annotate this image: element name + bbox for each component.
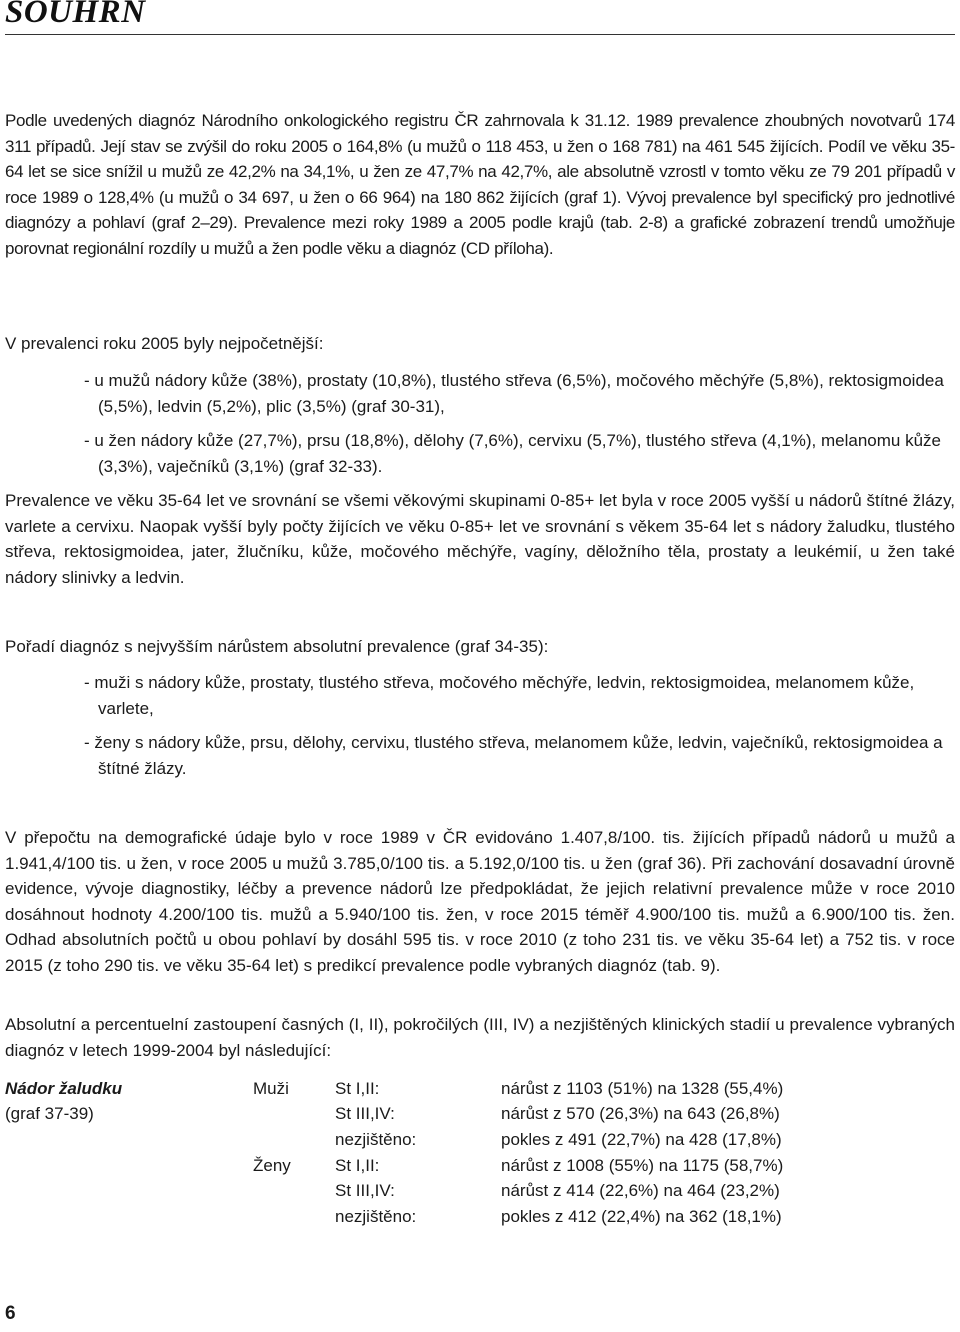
stomach-diagnosis-name	[5, 1076, 122, 1102]
list-item: - u mužů nádory kůže (38%), prostaty (10,8%), tlustého střeva (6,5%), močového měchýře (5,8%), rektosigmoidea (5,5%), ledvin (5,2%), plic (3,5%) (graf 30-31),	[84, 371, 944, 416]
stage-change: nárůst z 1008 (55%) na 1175 (58,7%)	[501, 1156, 784, 1175]
growth-heading: Pořadí diagnóz s nejvyšším nárůstem absolutní prevalence (graf 34-35):	[5, 637, 549, 656]
stage-label: St III,IV:	[335, 1181, 395, 1200]
stage-change: nárůst z 414 (22,6%) na 464 (23,2%)	[501, 1181, 780, 1200]
graph-reference: (graf 37-39)	[5, 1104, 94, 1123]
demographic-paragraph: V přepočtu na demografické údaje bylo v roce 1989 v ČR evidováno 1.407,8/100. tis. žijících případů nádorů u mužů a 1.941,4/100 tis. u žen, v roce 2005 u mužů 3.785,0/100 tis. a 5.192,0/100 tis. u žen (graf 36). Při zachování dosavadní úrovně evidence, vývoje diagnostiky, léčby a prevence nádorů lze předpokládat, že jejich relativní prevalence může v roce 2010 dosáhnout hodnoty 4.200/100 tis. mužů a 5.940/100 tis. žen, v roce 2015 téměř 4.900/100 tis. mužů a 6.900/100 tis. žen. Odhad absolutních počtů u obou pohlaví by dosáhl 595 tis. v roce 2010 (z toho 231 tis. ve věku 35-64 let) a 752 tis. v roce 2015 (z toho 290 tis. ve věku 35-64 let) s predikcí prevalence podle vybraných diagnóz (tab. 9).	[5, 828, 955, 975]
intro-paragraph: Podle uvedených diagnóz Národního onkologického registru ČR zahrnovala k 31.12. 1989 prevalence zhoubných novotvarů 174 311 případů. Její stav se zvýšil do roku 2005 o 164,8% (u mužů o 118 453, u žen o 168 781) na 461 545 žijících. Podíl ve věku 35-64 let se sice snížil u mužů ze 42,2% na 34,1%, u žen ze 47,7% na 42,7%, ale absolutně vzrostl v tomto věku ze 79 201 případů v roce 1989 o 128,4% (u mužů o 34 697, u žen o 66 964) na 180 862 žijících (graf 1). Vývoj prevalence byl specifický pro jednotlivé diagnózy a pohlaví (graf 2–29). Prevalence mezi roky 1989 a 2005 podle krajů (tab. 2-8) a grafické zobrazení trendů umožňuje porovnat regionální rozdíly u mužů a žen podle věku a diagnóz (CD příloha).	[5, 111, 955, 258]
page-title: SOUHRN	[5, 0, 146, 30]
prevalence-2005-heading-block	[5, 331, 955, 357]
stage-change: nárůst z 570 (26,3%) na 643 (26,8%)	[501, 1104, 780, 1123]
stage-change: nárůst z 1103 (51%) na 1328 (55,4%)	[501, 1079, 784, 1098]
sex-label: Ženy	[253, 1156, 291, 1175]
list-item: - ženy s nádory kůže, prsu, dělohy, cervixu, tlustého střeva, melanomem kůže, ledvin, vaječníků, rektosigmoidea a štítné žlázy.	[84, 733, 943, 778]
list-item: - muži s nádory kůže, prostaty, tlustého střeva, močového měchýře, ledvin, rektosigmoidea, melanomem kůže, varlete,	[84, 673, 915, 718]
age-paragraph: Prevalence ve věku 35-64 let ve srovnání se všemi věkovými skupinami 0-85+ let byla v roce 2005 vyšší u nádorů štítné žlázy, varlete a cervixu. Naopak vyšší byly počty žijících ve věku 0-85+ let ve srovnání s věkem 35-64 let s nádory žaludku, tlustého střeva, rektosigmoidea, jater, žlučníku, kůže, močového měchýře, vagíny, děložního těla, prostaty a leukémií, u žen také nádory slinivky a ledvin.	[5, 491, 955, 587]
age-section	[5, 488, 955, 590]
stage-change: pokles z 491 (22,7%) na 428 (17,8%)	[501, 1130, 782, 1149]
stomach-graph-ref	[5, 1101, 94, 1127]
stages-paragraph: Absolutní a percentuelní zastoupení časných (I, II), pokročilých (III, IV) a nezjištěných klinických stadií u prevalence vybraných diagnóz v letech 1999-2004 byl následující:	[5, 1015, 955, 1060]
stage-label: St I,II:	[335, 1079, 380, 1098]
demographic-section	[5, 825, 955, 978]
stage-label: St III,IV:	[335, 1104, 395, 1123]
title-divider	[5, 34, 955, 35]
sex-label: Muži	[253, 1079, 289, 1098]
growth-heading-block	[5, 634, 955, 660]
page-number: 6	[5, 1303, 16, 1324]
stages-section	[5, 1012, 955, 1063]
growth-list	[84, 670, 954, 781]
stage-label: nezjištěno:	[335, 1130, 417, 1149]
stage-change: pokles z 412 (22,4%) na 362 (18,1%)	[501, 1207, 782, 1226]
stage-label: nezjištěno:	[335, 1207, 417, 1226]
prevalence-2005-list	[84, 368, 954, 479]
intro-section	[5, 108, 955, 261]
list-item: - u žen nádory kůže (27,7%), prsu (18,8%), dělohy (7,6%), cervixu (5,7%), tlustého střeva (4,1%), melanomu kůže (3,3%), vaječníků (3,1%) (graf 32-33).	[84, 431, 941, 476]
stage-label: St I,II:	[335, 1156, 380, 1175]
diagnosis-name: Nádor žaludku	[5, 1079, 123, 1098]
prevalence-2005-heading: V prevalenci roku 2005 byly nejpočetnější:	[5, 334, 324, 353]
